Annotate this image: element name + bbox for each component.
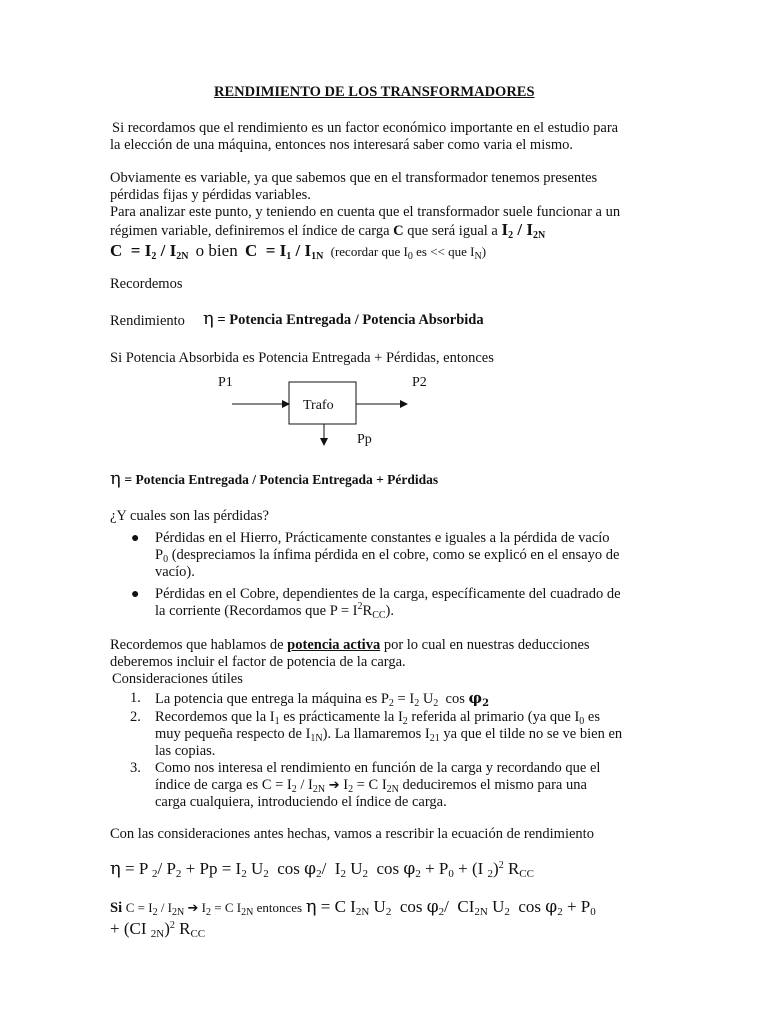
consideration-3-line-1: Como nos interesa el rendimiento en función de la carga y recordando que el [155,760,601,776]
load-index-formula-2: $C = I_1 / I_{1N}$ [244,241,324,262]
c-symbol: C [393,223,404,239]
variable-line-2: pérdidas fijas y pérdidas variables. [110,187,311,203]
loss-cobre-line-1: Pérdidas en el Cobre, dependientes de la carga, específicamente del cuadrado de [155,586,621,602]
intro-line-2: la elección de una máquina, entonces nos interesará saber como varia el mismo. [110,137,574,153]
item-number-1: 1. [130,690,141,706]
load-index-formula-1: $C = I_2 / I_{2N}$ [110,241,189,262]
diagram-p1-label: P1 [218,375,233,390]
consideraciones-heading: Consideraciones útiles [112,671,243,687]
consideration-3-line-2: índice de carga es $C = I_2 / I_{2N}$ ➔ $I_2 = C$ $I_{2N}$ deduciremos el mismo para una [155,777,587,795]
consideration-2-line-3: las copias. [155,743,216,759]
output-arrow-head [400,400,408,408]
eta-symbol: η [110,858,121,879]
bullet-icon: ● [131,587,140,602]
item-number-3: 3. [130,760,141,776]
activa-line-2: deberemos incluir el factor de potencia de la carga. [110,654,406,670]
si-word: Si [110,900,123,916]
rewrite-line: Con las consideraciones antes hechas, vamos a rescribir la ecuación de rendimiento [110,826,594,842]
losses-question: ¿Y cuales son las pérdidas? [110,508,269,524]
page-title: RENDIMIENTO DE LOS TRANSFORMADORES [214,84,535,100]
loss-cobre-line-2: la corriente (Recordamos que $P = I^2R_{CC}$). [155,601,394,621]
loss-hierro-line-1: Pérdidas en el Hierro, Prácticamente constantes e iguales a la pérdida de vacío [155,530,610,546]
loss-hierro-line-2: $P_0$ (despreciamos la ínfima pérdida en el cobre, como se explicó en el ensayo de [155,547,620,565]
intro-line-1: Si recordamos que el rendimiento es un factor económico importante en el estudio para [112,120,619,136]
absorbida-line: Si Potencia Absorbida es Potencia Entregada + Pérdidas, entonces [110,350,494,366]
eta-symbol: η [110,468,121,489]
variable-line-4-tail: que será igual a [407,223,498,239]
eta-formula [110,470,438,489]
consideration-3-line-3: carga cualquiera, introduciendo el índice de carga. [155,794,447,810]
recordemos-text: Recordemos [110,276,183,292]
bullet-icon: ● [131,531,140,546]
variable-line-1: Obviamente es variable, ya que sabemos que en el transformador tenemos presentes [110,170,598,186]
loss-hierro-line-3: vacío). [155,564,195,580]
recordar-note: (recordar que $I_0$ es << que $I_N$) [330,244,487,262]
rendimiento-label: Rendimiento [110,313,185,329]
final-equation-line-1: Si $C = I_2 / I_{2N}$ ➔ $I_2 = C$ $I_{2N}$ entonces η = C $I_{2N}$ $U_2$ $\cos \varphi_2/$ $CI_{2N}$ $U_2$ $\cos \varphi_2 + P_0$ [110,896,596,918]
diagram-p2-label: P2 [412,375,427,390]
activa-line-1: Recordemos que hablamos de potencia activa por lo cual en nuestras deducciones [110,637,590,653]
obien-text: o bien [195,241,238,260]
efficiency-equation: η = P $_2$/ $P_2 + Pp = I_2$ $U_2$ $\cos \varphi_2/$ $I_2$ $U_2$ $\cos \varphi_2 + P_0 + (I$ $_2$)$^2$ $R_{CC}$ [110,858,534,880]
eta-formula-text: = Potencia Entregada / Potencia Entregada + Pérdidas [124,472,439,487]
consideration-2-line-2: muy pequeña respecto de $I_{1N}$). La llamaremos $I_{21}$ ya que el tilde no se ve bien en [155,726,623,744]
loss-arrow-head [320,438,328,446]
diagram-pp-label: Pp [357,432,372,447]
consideration-1: La potencia que entrega la máquina es $P_2 = I_2$ $U_2$ $\cos \varphi_2$ [155,689,490,709]
item-number-2: 2. [130,709,141,725]
final-equation-line-2: + (CI $_{2N}$)$^2$ $R_{CC}$ [110,919,206,940]
load-index-expression: $I_2 / I_{2N}$ [501,220,546,241]
consideration-2-line-1: Recordemos que la $I_1$ es prácticamente la $I_2$ referida al primario (ya que $I_0$ es [155,709,600,727]
diagram-trafo-label: Trafo [303,398,334,413]
eta-symbol: η [203,308,214,329]
variable-line-3: Para analizar este punto, y teniendo en cuenta que el transformador suele funcionar a un [110,204,621,220]
eta-definition-text: = Potencia Entregada / Potencia Absorbida [217,312,484,328]
potencia-activa-emphasis: potencia activa [287,637,381,653]
variable-line-4-text: régimen variable, definiremos el índice de carga [110,223,390,239]
